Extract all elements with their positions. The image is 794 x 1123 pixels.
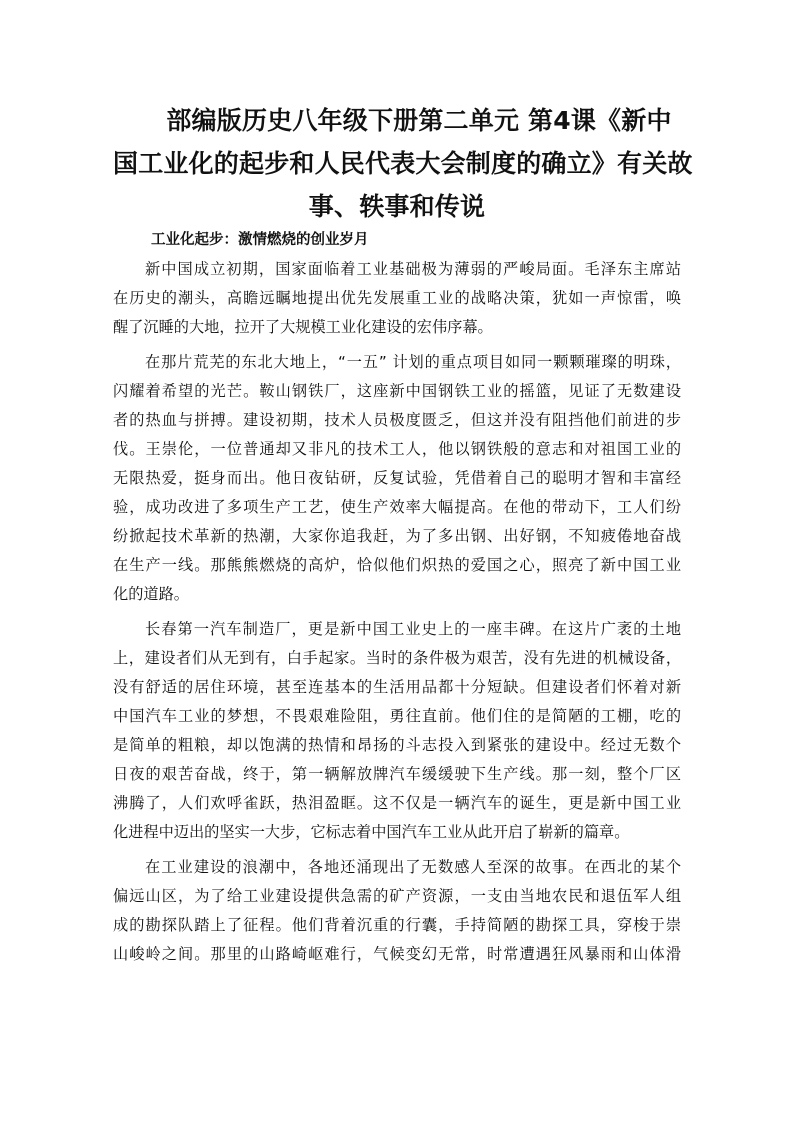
text-line: 纷掀起技术革新的热潮，大家你追我赶，为了多出钢、出好钢，不知疲倦地奋战 — [113, 527, 681, 545]
text-line: 化的道路。 — [113, 585, 189, 603]
text-line: 闪耀着希望的光芒。鞍山钢铁厂，这座新中国钢铁工业的摇篮，见证了无数建设 — [113, 382, 681, 400]
text-line: 在历史的潮头，高瞻远瞩地提出优先发展重工业的战略决策，犹如一声惊雷，唤 — [113, 289, 681, 307]
text-line: 日夜的艰苦奋战，终于，第一辆解放牌汽车缓缓驶下生产线。那一刻，整个厂区 — [113, 765, 681, 783]
section-heading: 工业化起步：激情燃烧的创业岁月 — [151, 232, 369, 248]
title-line: 部编版历史八年级下册第二单元 第4课《新中 — [166, 106, 672, 135]
text-line: 醒了沉睡的大地，拉开了大规模工业化建设的宏伟序幕。 — [113, 318, 493, 336]
title-line: 国工业化的起步和人民代表大会制度的确立》有关故 — [113, 149, 693, 178]
document-title — [113, 99, 693, 228]
text-line: 山峻岭之间。那里的山路崎岖难行，气候变幻无常，时常遭遇狂风暴雨和山体滑 — [113, 945, 681, 963]
text-line: 在工业建设的浪潮中，各地还涌现出了无数感人至深的故事。在西北的某个 — [145, 858, 681, 876]
paragraph — [113, 255, 681, 342]
text-line: 伐。王崇伦，一位普通却又非凡的技术工人，他以钢铁般的意志和对祖国工业的 — [113, 440, 681, 458]
text-line: 在生产一线。那熊熊燃烧的高炉，恰似他们炽热的爱国之心，照亮了新中国工业 — [113, 556, 681, 574]
text-line: 验，成功改进了多项生产工艺，使生产效率大幅提高。在他的带动下，工人们纷 — [113, 498, 681, 516]
text-line: 上，建设者们从无到有，白手起家。当时的条件极为艰苦，没有先进的机械设备， — [113, 649, 681, 667]
text-line: 无限热爱，挺身而出。他日夜钻研，反复试验，凭借着自己的聪明才智和丰富经 — [113, 469, 681, 487]
text-line: 化进程中迈出的坚实一大步，它标志着中国汽车工业从此开启了崭新的篇章。 — [113, 823, 630, 841]
text-line: 没有舒适的居住环境，甚至连基本的生活用品都十分短缺。但建设者们怀着对新 — [113, 678, 681, 696]
paragraph — [113, 348, 681, 609]
text-line: 成的勘探队踏上了征程。他们背着沉重的行囊，手持简陋的勘探工具，穿梭于崇 — [113, 916, 681, 934]
text-line: 者的热血与拼搏。建设初期，技术人员极度匮乏，但这并没有阻挡他们前进的步 — [113, 411, 681, 429]
text-line: 偏远山区，为了给工业建设提供急需的矿产资源，一支由当地农民和退伍军人组 — [113, 887, 681, 905]
text-line: 在那片荒芜的东北大地上，“一五” 计划的重点项目如同一颗颗璀璨的明珠， — [145, 353, 681, 371]
text-line: 新中国成立初期，国家面临着工业基础极为薄弱的严峻局面。毛泽东主席站 — [145, 260, 681, 278]
text-line: 是简单的粗粮，却以饱满的热情和昂扬的斗志投入到紧张的建设中。经过无数个 — [113, 736, 681, 754]
title-line: 事、轶事和传说 — [308, 192, 486, 221]
document-body — [113, 226, 681, 969]
paragraph — [113, 615, 681, 847]
text-line: 中国汽车工业的梦想，不畏艰难险阻，勇往直前。他们住的是简陋的工棚，吃的 — [113, 707, 681, 725]
text-line: 沸腾了，人们欢呼雀跃，热泪盈眶。这不仅是一辆汽车的诞生，更是新中国工业 — [113, 794, 681, 812]
paragraph — [113, 853, 681, 969]
text-line: 长春第一汽车制造厂，更是新中国工业史上的一座丰碑。在这片广袤的土地 — [145, 620, 681, 638]
